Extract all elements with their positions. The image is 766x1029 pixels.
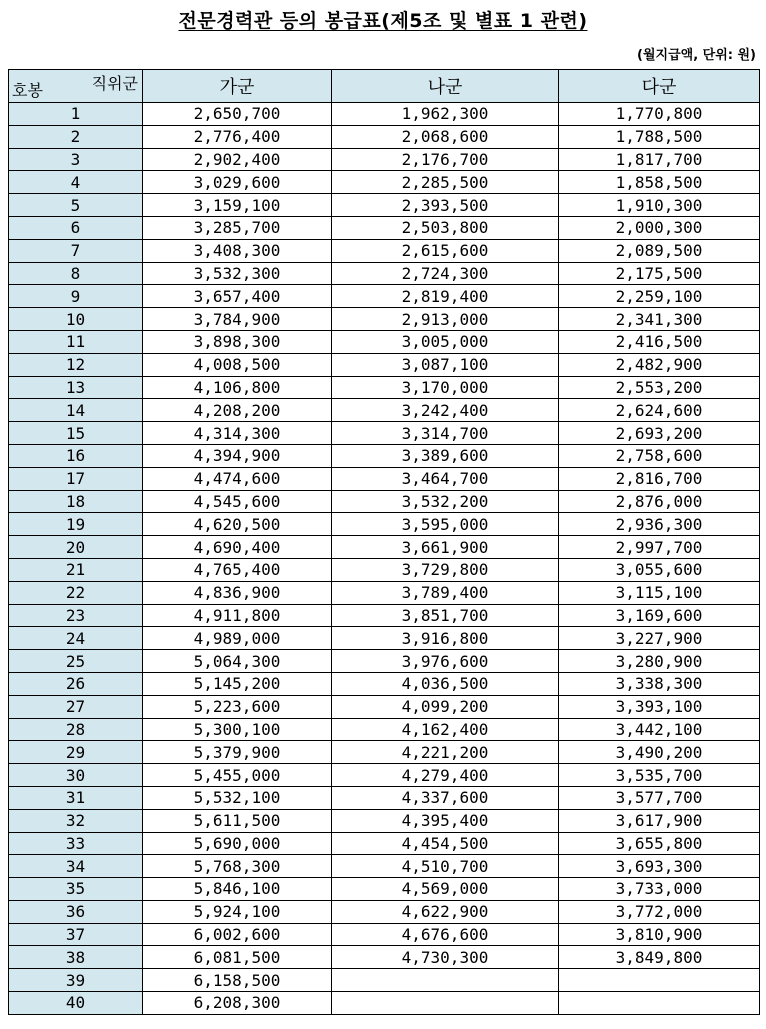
table-row	[9, 581, 760, 604]
column-header-da: 다군	[559, 70, 760, 103]
na-value-cell: 3,464,700	[332, 467, 559, 490]
ga-value-cell: 5,064,300	[143, 650, 332, 673]
ga-value-cell: 3,784,900	[143, 308, 332, 331]
ga-value-cell: 6,158,500	[143, 969, 332, 992]
na-value-cell: 3,661,900	[332, 536, 559, 559]
na-value-cell: 4,162,400	[332, 718, 559, 741]
da-value-cell: 2,341,300	[559, 308, 760, 331]
step-cell: 39	[9, 969, 143, 992]
da-value-cell: 1,858,500	[559, 171, 760, 194]
step-cell: 31	[9, 786, 143, 809]
da-value-cell	[559, 992, 760, 1015]
ga-value-cell: 5,924,100	[143, 900, 332, 923]
step-cell: 40	[9, 992, 143, 1015]
da-value-cell: 1,770,800	[559, 103, 760, 126]
da-value-cell: 2,175,500	[559, 262, 760, 285]
ga-value-cell: 6,081,500	[143, 946, 332, 969]
table-row	[9, 444, 760, 467]
na-value-cell: 2,615,600	[332, 239, 559, 262]
da-value-cell	[559, 969, 760, 992]
step-cell: 16	[9, 444, 143, 467]
step-cell: 18	[9, 490, 143, 513]
ga-value-cell: 5,455,000	[143, 764, 332, 787]
table-row	[9, 125, 760, 148]
da-value-cell: 3,655,800	[559, 832, 760, 855]
ga-value-cell: 3,532,300	[143, 262, 332, 285]
da-value-cell: 1,910,300	[559, 194, 760, 217]
na-value-cell: 3,916,800	[332, 627, 559, 650]
table-row	[9, 171, 760, 194]
ga-value-cell: 5,532,100	[143, 786, 332, 809]
ga-value-cell: 3,285,700	[143, 216, 332, 239]
da-value-cell: 3,535,700	[559, 764, 760, 787]
step-cell: 12	[9, 353, 143, 376]
table-row	[9, 695, 760, 718]
na-value-cell: 4,454,500	[332, 832, 559, 855]
na-value-cell: 4,036,500	[332, 672, 559, 695]
step-cell: 15	[9, 422, 143, 445]
na-value-cell: 4,395,400	[332, 809, 559, 832]
step-cell: 6	[9, 216, 143, 239]
da-value-cell: 2,693,200	[559, 422, 760, 445]
da-value-cell: 1,788,500	[559, 125, 760, 148]
ga-value-cell: 5,690,000	[143, 832, 332, 855]
ga-value-cell: 4,008,500	[143, 353, 332, 376]
table-row	[9, 216, 760, 239]
step-cell: 11	[9, 330, 143, 353]
table-header-row	[9, 70, 760, 103]
table-row	[9, 627, 760, 650]
da-value-cell: 3,055,600	[559, 558, 760, 581]
ga-value-cell: 4,545,600	[143, 490, 332, 513]
table-row	[9, 422, 760, 445]
step-cell: 21	[9, 558, 143, 581]
step-cell: 19	[9, 513, 143, 536]
table-row	[9, 353, 760, 376]
step-cell: 4	[9, 171, 143, 194]
table-row	[9, 969, 760, 992]
table-row	[9, 809, 760, 832]
table-row	[9, 672, 760, 695]
ga-value-cell: 5,611,500	[143, 809, 332, 832]
ga-value-cell: 4,690,400	[143, 536, 332, 559]
da-value-cell: 3,810,900	[559, 923, 760, 946]
na-value-cell: 2,819,400	[332, 285, 559, 308]
table-row	[9, 650, 760, 673]
na-value-cell	[332, 969, 559, 992]
ga-value-cell: 4,620,500	[143, 513, 332, 536]
corner-label-grade-group: 직위군	[91, 74, 138, 93]
step-cell: 34	[9, 855, 143, 878]
ga-value-cell: 2,776,400	[143, 125, 332, 148]
table-body	[9, 103, 760, 1015]
na-value-cell: 3,532,200	[332, 490, 559, 513]
ga-value-cell: 2,650,700	[143, 103, 332, 126]
na-value-cell: 2,724,300	[332, 262, 559, 285]
unit-note: (월지급액, 단위: 원)	[637, 48, 756, 63]
na-value-cell: 2,176,700	[332, 148, 559, 171]
step-cell: 29	[9, 741, 143, 764]
na-value-cell: 3,389,600	[332, 444, 559, 467]
ga-value-cell: 4,765,400	[143, 558, 332, 581]
da-value-cell: 3,617,900	[559, 809, 760, 832]
table-row	[9, 558, 760, 581]
table-row	[9, 741, 760, 764]
na-value-cell: 3,789,400	[332, 581, 559, 604]
column-header-na: 나군	[332, 70, 559, 103]
step-cell: 22	[9, 581, 143, 604]
da-value-cell: 2,997,700	[559, 536, 760, 559]
da-value-cell: 2,624,600	[559, 399, 760, 422]
da-value-cell: 2,553,200	[559, 376, 760, 399]
da-value-cell: 2,416,500	[559, 330, 760, 353]
na-value-cell: 4,221,200	[332, 741, 559, 764]
ga-value-cell: 4,208,200	[143, 399, 332, 422]
da-value-cell: 1,817,700	[559, 148, 760, 171]
da-value-cell: 2,259,100	[559, 285, 760, 308]
step-cell: 5	[9, 194, 143, 217]
na-value-cell: 3,851,700	[332, 604, 559, 627]
step-cell: 38	[9, 946, 143, 969]
ga-value-cell: 4,989,000	[143, 627, 332, 650]
na-value-cell: 4,730,300	[332, 946, 559, 969]
na-value-cell: 3,314,700	[332, 422, 559, 445]
da-value-cell: 3,490,200	[559, 741, 760, 764]
da-value-cell: 2,000,300	[559, 216, 760, 239]
da-value-cell: 3,280,900	[559, 650, 760, 673]
da-value-cell: 3,393,100	[559, 695, 760, 718]
step-cell: 24	[9, 627, 143, 650]
step-cell: 27	[9, 695, 143, 718]
da-value-cell: 3,772,000	[559, 900, 760, 923]
step-cell: 13	[9, 376, 143, 399]
da-value-cell: 2,816,700	[559, 467, 760, 490]
table-row	[9, 536, 760, 559]
table-row	[9, 308, 760, 331]
ga-value-cell: 3,159,100	[143, 194, 332, 217]
table-row	[9, 855, 760, 878]
da-value-cell: 2,482,900	[559, 353, 760, 376]
na-value-cell: 3,242,400	[332, 399, 559, 422]
table-row	[9, 878, 760, 901]
na-value-cell: 3,595,000	[332, 513, 559, 536]
na-value-cell: 4,337,600	[332, 786, 559, 809]
table-row	[9, 239, 760, 262]
step-cell: 23	[9, 604, 143, 627]
table-row	[9, 764, 760, 787]
step-cell: 25	[9, 650, 143, 673]
step-cell: 26	[9, 672, 143, 695]
corner-header-cell	[9, 70, 143, 103]
da-value-cell: 2,758,600	[559, 444, 760, 467]
na-value-cell	[332, 992, 559, 1015]
da-value-cell: 3,227,900	[559, 627, 760, 650]
table-row	[9, 148, 760, 171]
na-value-cell: 4,099,200	[332, 695, 559, 718]
table-row	[9, 399, 760, 422]
step-cell: 33	[9, 832, 143, 855]
ga-value-cell: 2,902,400	[143, 148, 332, 171]
na-value-cell: 3,729,800	[332, 558, 559, 581]
table-row	[9, 604, 760, 627]
na-value-cell: 2,503,800	[332, 216, 559, 239]
step-cell: 1	[9, 103, 143, 126]
na-value-cell: 4,676,600	[332, 923, 559, 946]
ga-value-cell: 3,657,400	[143, 285, 332, 308]
step-cell: 20	[9, 536, 143, 559]
step-cell: 36	[9, 900, 143, 923]
ga-value-cell: 5,846,100	[143, 878, 332, 901]
na-value-cell: 4,622,900	[332, 900, 559, 923]
ga-value-cell: 4,106,800	[143, 376, 332, 399]
ga-value-cell: 5,145,200	[143, 672, 332, 695]
step-cell: 10	[9, 308, 143, 331]
step-cell: 8	[9, 262, 143, 285]
na-value-cell: 3,005,000	[332, 330, 559, 353]
na-value-cell: 2,285,500	[332, 171, 559, 194]
da-value-cell: 2,936,300	[559, 513, 760, 536]
table-row	[9, 992, 760, 1015]
step-cell: 2	[9, 125, 143, 148]
na-value-cell: 2,393,500	[332, 194, 559, 217]
table-row	[9, 467, 760, 490]
ga-value-cell: 4,314,300	[143, 422, 332, 445]
ga-value-cell: 6,208,300	[143, 992, 332, 1015]
table-row	[9, 376, 760, 399]
step-cell: 37	[9, 923, 143, 946]
table-row	[9, 786, 760, 809]
ga-value-cell: 4,394,900	[143, 444, 332, 467]
na-value-cell: 3,087,100	[332, 353, 559, 376]
step-cell: 14	[9, 399, 143, 422]
na-value-cell: 4,510,700	[332, 855, 559, 878]
table-row	[9, 330, 760, 353]
table-row	[9, 946, 760, 969]
table-row	[9, 900, 760, 923]
table-row	[9, 194, 760, 217]
da-value-cell: 3,849,800	[559, 946, 760, 969]
da-value-cell: 3,693,300	[559, 855, 760, 878]
column-header-ga: 가군	[143, 70, 332, 103]
step-cell: 7	[9, 239, 143, 262]
da-value-cell: 2,089,500	[559, 239, 760, 262]
da-value-cell: 3,115,100	[559, 581, 760, 604]
ga-value-cell: 3,898,300	[143, 330, 332, 353]
ga-value-cell: 5,223,600	[143, 695, 332, 718]
salary-table	[8, 69, 760, 1015]
na-value-cell: 4,569,000	[332, 878, 559, 901]
da-value-cell: 2,876,000	[559, 490, 760, 513]
na-value-cell: 3,976,600	[332, 650, 559, 673]
table-row	[9, 513, 760, 536]
ga-value-cell: 5,768,300	[143, 855, 332, 878]
table-row	[9, 285, 760, 308]
ga-value-cell: 4,911,800	[143, 604, 332, 627]
table-row	[9, 923, 760, 946]
table-row	[9, 262, 760, 285]
ga-value-cell: 5,379,900	[143, 741, 332, 764]
na-value-cell: 2,068,600	[332, 125, 559, 148]
table-row	[9, 490, 760, 513]
ga-value-cell: 4,836,900	[143, 581, 332, 604]
ga-value-cell: 3,029,600	[143, 171, 332, 194]
na-value-cell: 3,170,000	[332, 376, 559, 399]
step-cell: 30	[9, 764, 143, 787]
na-value-cell: 2,913,000	[332, 308, 559, 331]
na-value-cell: 4,279,400	[332, 764, 559, 787]
step-cell: 3	[9, 148, 143, 171]
step-cell: 17	[9, 467, 143, 490]
step-cell: 32	[9, 809, 143, 832]
da-value-cell: 3,442,100	[559, 718, 760, 741]
corner-label-step: 호봉	[12, 81, 43, 100]
da-value-cell: 3,338,300	[559, 672, 760, 695]
page-title: 전문경력관 등의 봉급표(제5조 및 별표 1 관련)	[178, 10, 588, 32]
table-row	[9, 103, 760, 126]
na-value-cell: 1,962,300	[332, 103, 559, 126]
ga-value-cell: 4,474,600	[143, 467, 332, 490]
da-value-cell: 3,733,000	[559, 878, 760, 901]
da-value-cell: 3,577,700	[559, 786, 760, 809]
step-cell: 28	[9, 718, 143, 741]
table-row	[9, 832, 760, 855]
ga-value-cell: 5,300,100	[143, 718, 332, 741]
ga-value-cell: 6,002,600	[143, 923, 332, 946]
da-value-cell: 3,169,600	[559, 604, 760, 627]
step-cell: 9	[9, 285, 143, 308]
ga-value-cell: 3,408,300	[143, 239, 332, 262]
table-row	[9, 718, 760, 741]
step-cell: 35	[9, 878, 143, 901]
